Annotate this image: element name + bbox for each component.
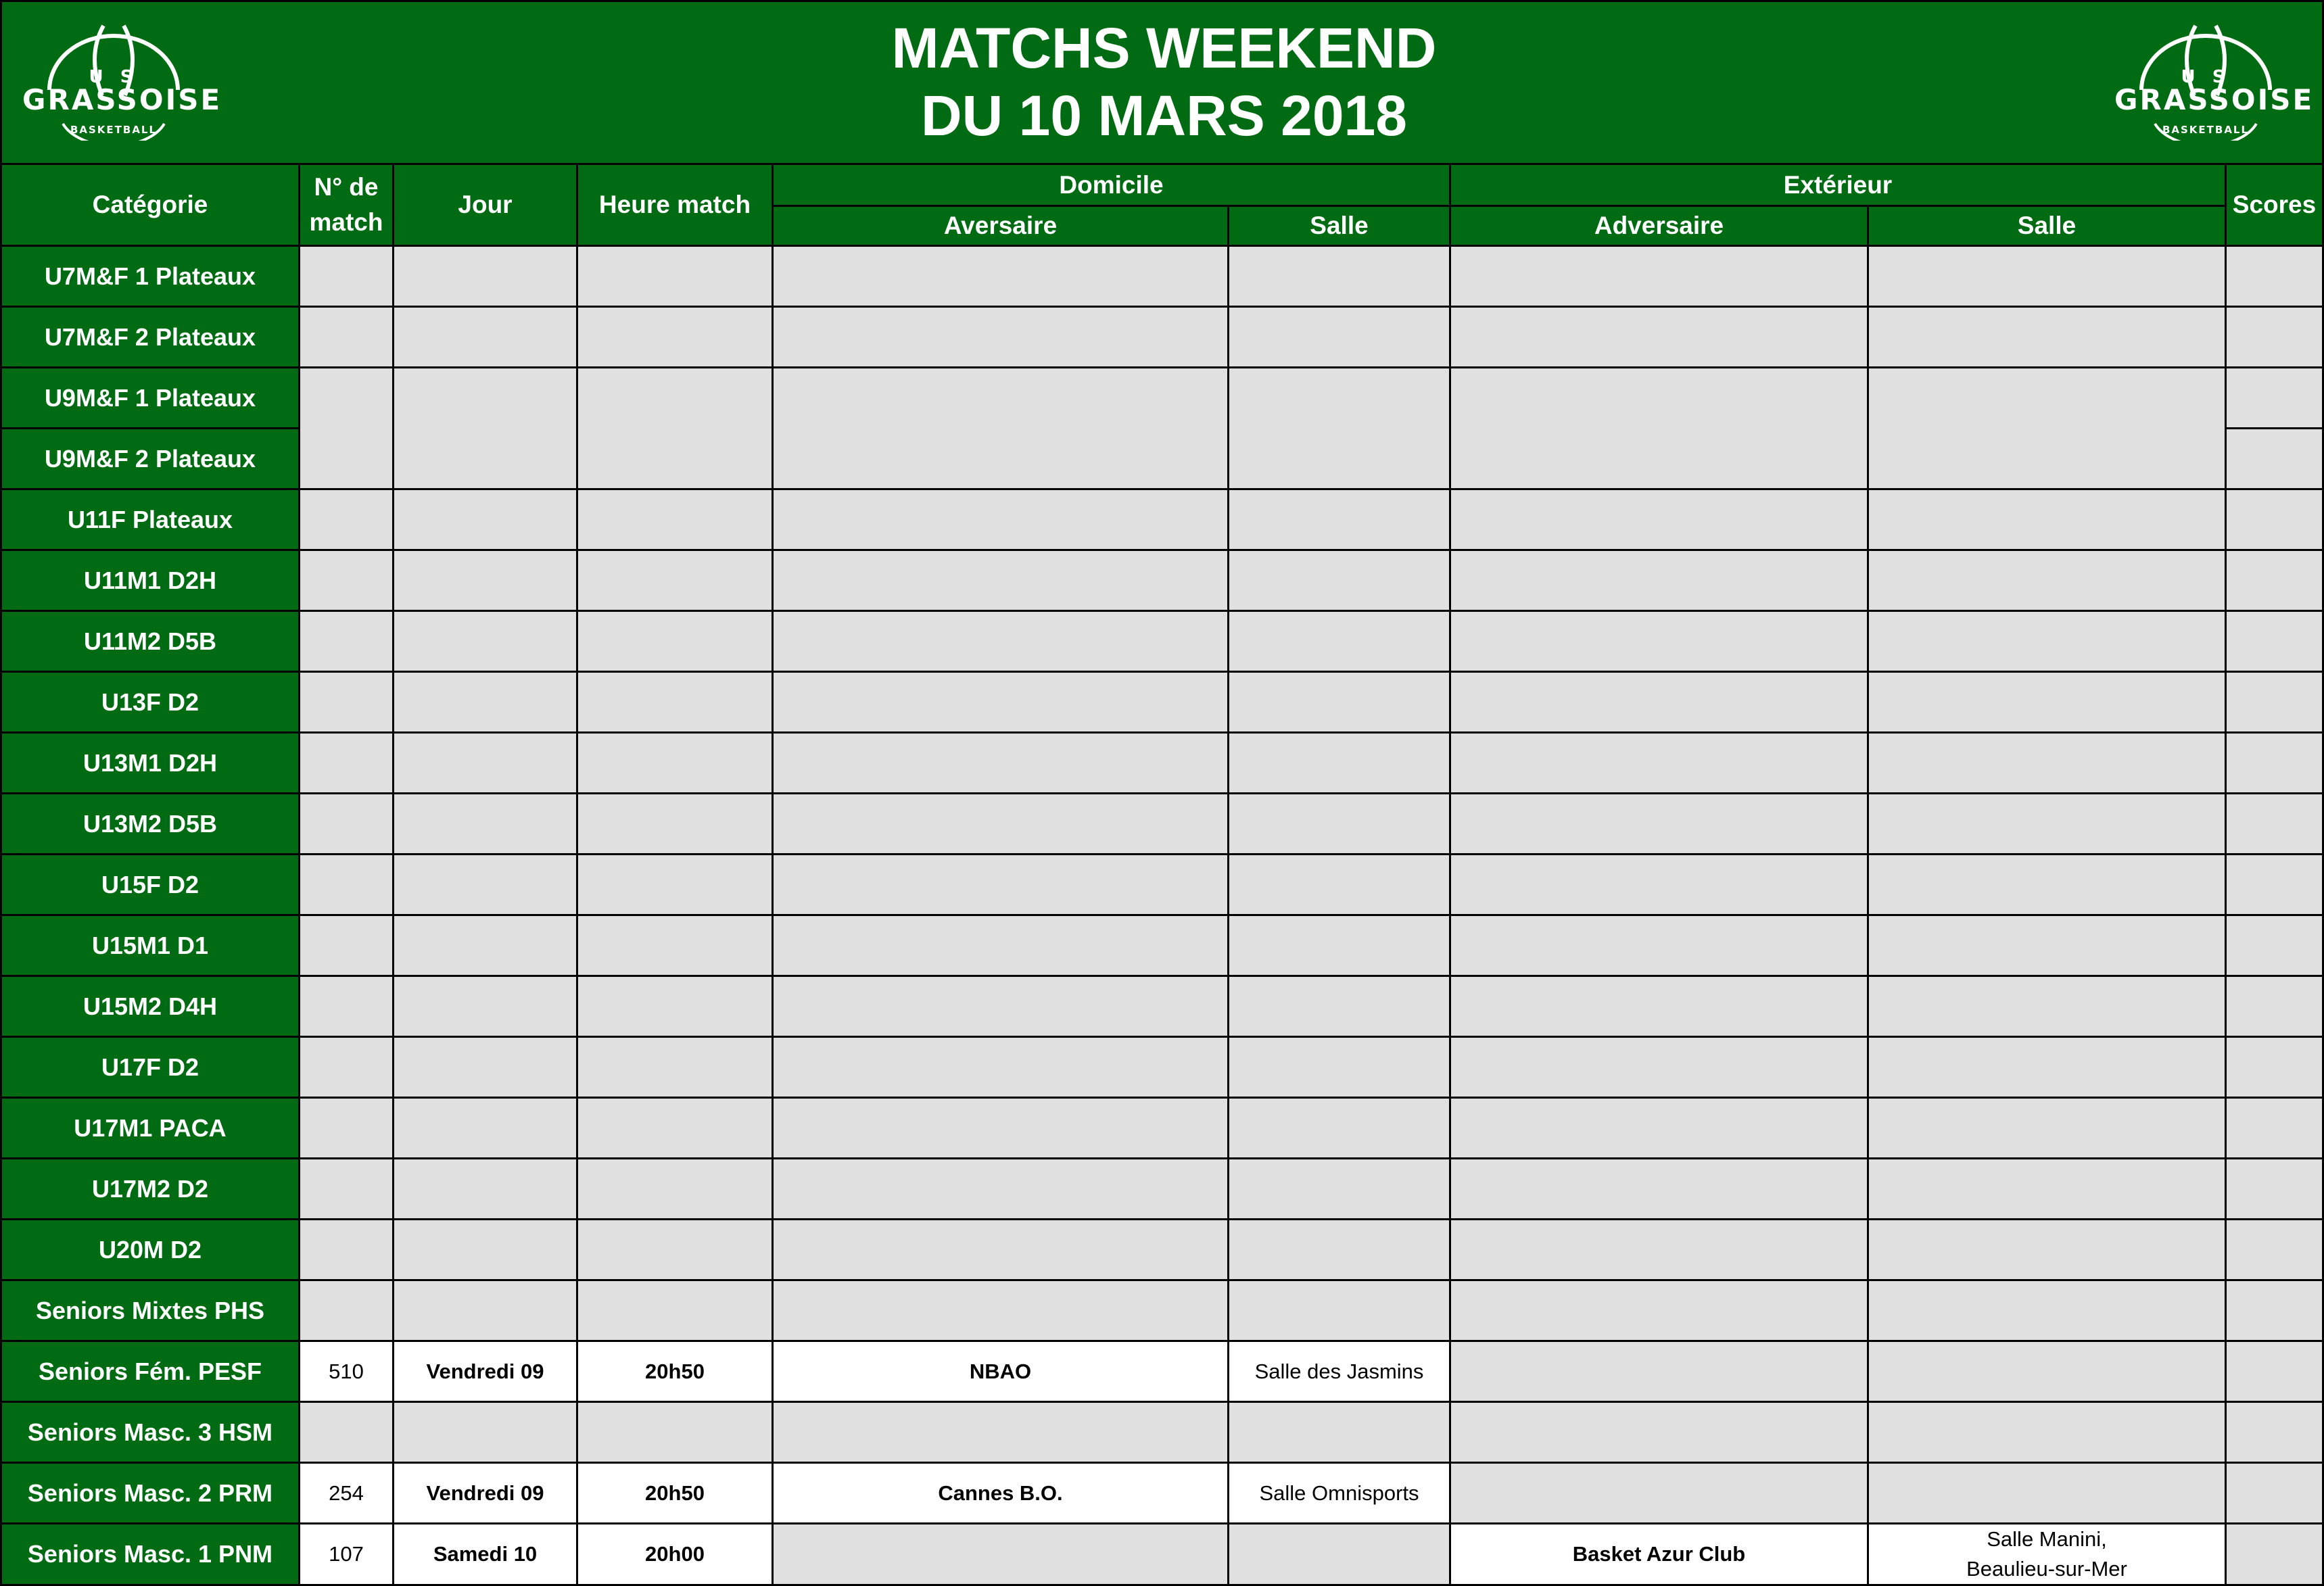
title-line-2: DU 10 MARS 2018: [921, 84, 1407, 147]
day-cell: [392, 671, 578, 734]
away-hall-cell: [1867, 1340, 2227, 1403]
away-opponent-cell: [1449, 671, 1869, 734]
away-opponent-cell: [1449, 1279, 1869, 1342]
home-hall-cell: [1227, 306, 1451, 368]
away-opponent-cell: [1449, 853, 1869, 916]
score-cell: [2225, 488, 2324, 551]
match-number-cell: [298, 245, 394, 308]
away-hall-cell: [1867, 1036, 2227, 1099]
time-cell: [576, 792, 774, 855]
away-hall-cell: [1867, 366, 2227, 490]
time-cell: [576, 610, 774, 673]
home-hall-cell: [1227, 1522, 1451, 1586]
day-cell: [392, 306, 578, 368]
home-opponent-cell: [772, 549, 1229, 612]
day-cell: [392, 975, 578, 1038]
home-hall-cell: [1227, 1401, 1451, 1464]
away-opponent-cell: [1449, 1218, 1869, 1281]
time-cell: [576, 975, 774, 1038]
away-hall-line: Salle Manini,: [1987, 1527, 2107, 1551]
time-cell: [576, 1036, 774, 1099]
away-opponent-cell: [1449, 1340, 1869, 1403]
time-cell: [576, 306, 774, 368]
home-hall-cell: [1227, 610, 1451, 673]
category-cell: U17M2 D2: [0, 1157, 300, 1220]
score-cell: [2225, 671, 2324, 734]
score-cell: [2225, 853, 2324, 916]
day-cell: [392, 366, 578, 490]
day-cell: Vendredi 09: [392, 1340, 578, 1403]
day-cell: [392, 1157, 578, 1220]
score-cell: [2225, 610, 2324, 673]
away-hall-cell: [1867, 610, 2227, 673]
score-cell: [2225, 1340, 2324, 1403]
time-cell: 20h50: [576, 1462, 774, 1524]
category-cell: Seniors Masc. 3 HSM: [0, 1401, 300, 1464]
score-cell: [2225, 1462, 2324, 1524]
away-hall-cell: [1867, 1218, 2227, 1281]
category-cell: U13M1 D2H: [0, 731, 300, 794]
away-opponent-cell: [1449, 1097, 1869, 1159]
category-cell: U17F D2: [0, 1036, 300, 1099]
away-hall-cell: [1867, 549, 2227, 612]
match-number-cell: 107: [298, 1522, 394, 1586]
logo-us-text: U S: [89, 67, 139, 87]
score-cell: [2225, 366, 2324, 429]
logo-sub-text: BASKETBALL: [2162, 124, 2250, 136]
home-opponent-cell: [772, 731, 1229, 794]
home-opponent-cell: [772, 1279, 1229, 1342]
away-opponent-cell: [1449, 914, 1869, 977]
score-cell: [2225, 1401, 2324, 1464]
title-banner: [0, 0, 2324, 165]
category-cell: U20M D2: [0, 1218, 300, 1281]
away-opponent-cell: [1449, 975, 1869, 1038]
day-cell: Vendredi 09: [392, 1462, 578, 1524]
category-cell: Seniors Masc. 1 PNM: [0, 1522, 300, 1586]
away-hall-cell: [1867, 914, 2227, 977]
away-hall-cell: [1867, 306, 2227, 368]
match-number-cell: [298, 306, 394, 368]
day-cell: [392, 853, 578, 916]
category-cell: U11M1 D2H: [0, 549, 300, 612]
day-cell: [392, 792, 578, 855]
match-number-cell: [298, 1218, 394, 1281]
away-opponent-cell: [1449, 731, 1869, 794]
away-hall-cell: [1867, 853, 2227, 916]
match-number-cell: [298, 1036, 394, 1099]
page-title: [2, 14, 2324, 149]
header-scores: Scores: [2225, 163, 2324, 247]
away-opponent-cell: [1449, 1462, 1869, 1524]
score-cell: [2225, 549, 2324, 612]
away-hall-cell: [1867, 671, 2227, 734]
title-line-1: MATCHS WEEKEND: [891, 16, 1437, 80]
header-heure: Heure match: [576, 163, 774, 247]
home-opponent-cell: [772, 1401, 1229, 1464]
time-cell: [576, 488, 774, 551]
day-cell: [392, 488, 578, 551]
category-cell: U15F D2: [0, 853, 300, 916]
home-hall-cell: [1227, 1097, 1451, 1159]
logo-name-text: GRASSOISE: [2114, 83, 2315, 116]
away-hall-cell: [1867, 1097, 2227, 1159]
header-exterieur: Extérieur: [1449, 163, 2227, 207]
club-logo-right: [2114, 16, 2315, 141]
away-hall-cell: [1867, 1401, 2227, 1464]
day-cell: [392, 1279, 578, 1342]
home-opponent-cell: [772, 306, 1229, 368]
header-domicile-adversaire: Aversaire: [772, 205, 1229, 247]
home-opponent-cell: NBAO: [772, 1340, 1229, 1403]
header-jour: Jour: [392, 163, 578, 247]
time-cell: [576, 853, 774, 916]
match-number-cell: [298, 549, 394, 612]
home-hall-cell: [1227, 1036, 1451, 1099]
away-opponent-cell: [1449, 549, 1869, 612]
match-number-cell: 254: [298, 1462, 394, 1524]
time-cell: [576, 914, 774, 977]
home-hall-cell: [1227, 488, 1451, 551]
away-opponent-cell: [1449, 1401, 1869, 1464]
score-cell: [2225, 1036, 2324, 1099]
match-number-cell: [298, 1279, 394, 1342]
time-cell: 20h50: [576, 1340, 774, 1403]
home-opponent-cell: [772, 792, 1229, 855]
home-hall-cell: Salle des Jasmins: [1227, 1340, 1451, 1403]
score-cell: [2225, 1218, 2324, 1281]
home-opponent-cell: [772, 1036, 1229, 1099]
home-opponent-cell: [772, 1157, 1229, 1220]
score-cell: [2225, 245, 2324, 308]
day-cell: [392, 914, 578, 977]
away-hall-cell: [1867, 1279, 2227, 1342]
header-numero: N° de match: [298, 163, 394, 247]
home-opponent-cell: [772, 1218, 1229, 1281]
away-opponent-cell: [1449, 610, 1869, 673]
time-cell: [576, 731, 774, 794]
day-cell: [392, 1097, 578, 1159]
away-hall-cell: [1867, 792, 2227, 855]
match-number-cell: [298, 975, 394, 1038]
time-cell: [576, 245, 774, 308]
away-opponent-cell: [1449, 245, 1869, 308]
home-hall-cell: [1227, 914, 1451, 977]
category-cell: U13M2 D5B: [0, 792, 300, 855]
away-hall-cell: [1867, 1522, 2227, 1586]
match-number-cell: [298, 1401, 394, 1464]
time-cell: [576, 1157, 774, 1220]
category-cell: U15M2 D4H: [0, 975, 300, 1038]
away-opponent-cell: [1449, 1157, 1869, 1220]
match-number-cell: [298, 792, 394, 855]
away-opponent-cell: [1449, 306, 1869, 368]
time-cell: [576, 1279, 774, 1342]
day-cell: [392, 245, 578, 308]
match-number-cell: [298, 1097, 394, 1159]
time-cell: 20h00: [576, 1522, 774, 1586]
category-cell: U17M1 PACA: [0, 1097, 300, 1159]
home-hall-cell: [1227, 1157, 1451, 1220]
day-cell: [392, 731, 578, 794]
time-cell: [576, 671, 774, 734]
score-cell: [2225, 975, 2324, 1038]
score-cell: [2225, 1157, 2324, 1220]
match-number-cell: [298, 731, 394, 794]
home-hall-cell: Salle Omnisports: [1227, 1462, 1451, 1524]
category-cell: U11M2 D5B: [0, 610, 300, 673]
category-cell: U7M&F 1 Plateaux: [0, 245, 300, 308]
day-cell: [392, 610, 578, 673]
match-number-cell: [298, 671, 394, 734]
away-opponent-cell: [1449, 1036, 1869, 1099]
score-cell: [2225, 1522, 2324, 1586]
away-hall-cell: [1867, 975, 2227, 1038]
score-cell: [2225, 792, 2324, 855]
time-cell: [576, 1097, 774, 1159]
header-categorie: Catégorie: [0, 163, 300, 247]
match-number-cell: [298, 914, 394, 977]
category-cell: U15M1 D1: [0, 914, 300, 977]
header-domicile: Domicile: [772, 163, 1451, 207]
away-opponent-cell: [1449, 488, 1869, 551]
category-cell: Seniors Mixtes PHS: [0, 1279, 300, 1342]
home-hall-cell: [1227, 549, 1451, 612]
header-exterieur-salle: Salle: [1867, 205, 2227, 247]
time-cell: [576, 1218, 774, 1281]
category-cell: U9M&F 1 Plateaux: [0, 366, 300, 429]
home-opponent-cell: [772, 245, 1229, 308]
score-cell: [2225, 731, 2324, 794]
home-opponent-cell: [772, 853, 1229, 916]
away-hall-line: Beaulieu-sur-Mer: [1966, 1557, 2127, 1581]
home-hall-cell: [1227, 853, 1451, 916]
day-cell: [392, 1036, 578, 1099]
home-opponent-cell: [772, 1522, 1229, 1586]
match-number-cell: 510: [298, 1340, 394, 1403]
home-opponent-cell: [772, 671, 1229, 734]
home-hall-cell: [1227, 731, 1451, 794]
away-hall-cell: [1867, 1157, 2227, 1220]
match-number-cell: [298, 488, 394, 551]
category-cell: U13F D2: [0, 671, 300, 734]
score-cell: [2225, 1097, 2324, 1159]
home-hall-cell: [1227, 671, 1451, 734]
category-cell: Seniors Masc. 2 PRM: [0, 1462, 300, 1524]
home-opponent-cell: [772, 488, 1229, 551]
home-opponent-cell: [772, 1097, 1229, 1159]
club-logo-left: [22, 16, 222, 141]
category-cell: U11F Plateaux: [0, 488, 300, 551]
category-cell: Seniors Fém. PESF: [0, 1340, 300, 1403]
home-opponent-cell: [772, 366, 1229, 490]
home-opponent-cell: [772, 975, 1229, 1038]
time-cell: [576, 549, 774, 612]
header-domicile-salle: Salle: [1227, 205, 1451, 247]
match-number-cell: [298, 853, 394, 916]
away-opponent-cell: [1449, 792, 1869, 855]
score-cell: [2225, 1279, 2324, 1342]
logo-name-text: GRASSOISE: [22, 83, 222, 116]
match-number-cell: [298, 610, 394, 673]
score-cell: [2225, 306, 2324, 368]
category-cell: U7M&F 2 Plateaux: [0, 306, 300, 368]
home-hall-cell: [1227, 792, 1451, 855]
header-exterieur-adversaire: Adversaire: [1449, 205, 1869, 247]
home-hall-cell: [1227, 1279, 1451, 1342]
logo-sub-text: BASKETBALL: [70, 124, 158, 136]
score-cell: [2225, 914, 2324, 977]
category-cell: U9M&F 2 Plateaux: [0, 427, 300, 490]
away-opponent-cell: Basket Azur Club: [1449, 1522, 1869, 1586]
time-cell: [576, 366, 774, 490]
home-hall-cell: [1227, 245, 1451, 308]
away-opponent-cell: [1449, 366, 1869, 490]
score-cell: [2225, 427, 2324, 490]
home-hall-cell: [1227, 366, 1451, 490]
day-cell: Samedi 10: [392, 1522, 578, 1586]
home-hall-cell: [1227, 1218, 1451, 1281]
away-hall-cell: [1867, 731, 2227, 794]
time-cell: [576, 1401, 774, 1464]
home-hall-cell: [1227, 975, 1451, 1038]
away-hall-cell: [1867, 1462, 2227, 1524]
away-hall-cell: [1867, 488, 2227, 551]
logo-us-text: U S: [2181, 67, 2231, 87]
day-cell: [392, 549, 578, 612]
day-cell: [392, 1401, 578, 1464]
match-number-cell: [298, 366, 394, 490]
day-cell: [392, 1218, 578, 1281]
away-hall-cell: [1867, 245, 2227, 308]
home-opponent-cell: Cannes B.O.: [772, 1462, 1229, 1524]
match-number-cell: [298, 1157, 394, 1220]
home-opponent-cell: [772, 610, 1229, 673]
home-opponent-cell: [772, 914, 1229, 977]
